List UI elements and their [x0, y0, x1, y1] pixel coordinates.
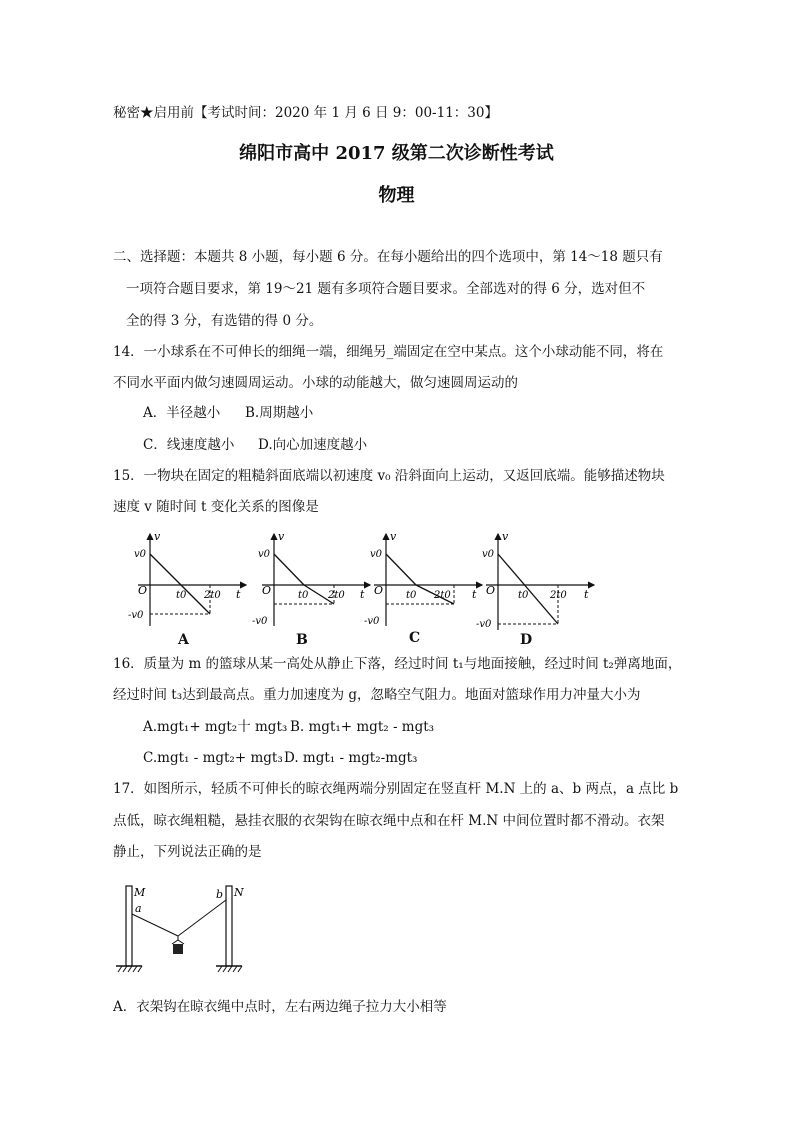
graph-c-v-label: v: [390, 530, 397, 543]
rope-left: [132, 914, 178, 936]
q15-line-2: 速度 v 随时间 t 变化关系的图像是: [113, 499, 319, 515]
graph-d-2t0: 2t0: [550, 590, 567, 601]
graph-b-2t0: 2t0: [328, 590, 345, 601]
section-instruction-2: 一项符合题目要求，第 19～21 题有多项符合题目要求。全部选对的得 6 分，选对但不: [126, 281, 646, 297]
graph-c-origin: O: [374, 584, 384, 597]
graph-b-v0: v0: [258, 549, 271, 560]
graph-c-line-up: [386, 554, 416, 585]
graph-b-t-label: t: [360, 588, 365, 601]
q16-line-1: 16．质量为 m 的篮球从某一高处从静止下落，经过时间 t₁与地面接触，经过时间 t₂弹离地面，: [113, 656, 682, 672]
section-instruction-1: 二、选择题：本题共 8 小题，每小题 6 分。在每小题给出的四个选项中，第 14～18 题只有: [113, 249, 663, 265]
q17-line-3: 静止，下列说法正确的是: [113, 844, 262, 860]
graph-a-t-label: t: [236, 588, 241, 601]
graph-d-origin: O: [486, 584, 496, 597]
q15-line-1: 15．一物块在固定的粗糙斜面底端以初速度 v₀ 沿斜面向上运动，又返回底端。能够描述物块: [113, 468, 665, 484]
graph-c-t-label: t: [472, 588, 477, 601]
q14-option-d: D.向心加速度越小: [258, 437, 368, 453]
graph-d-line: [498, 554, 558, 624]
graph-d: [476, 528, 601, 633]
graph-b-neg-v0: -v0: [252, 616, 268, 627]
q16-option-c: C.mgt₁ - mgt₂+ mgt₃: [143, 750, 283, 766]
graph-b: [252, 528, 377, 628]
q14-option-c: C．线速度越小: [143, 437, 235, 453]
graph-a-v0: v0: [134, 549, 147, 560]
graph-a-t0: t0: [176, 590, 187, 601]
q17-line-1: 17．如图所示，轻质不可伸长的晾衣绳两端分别固定在竖直杆 M.N 上的 a、b 两点，a 点比 b: [113, 781, 679, 797]
graph-d-neg-v0: -v0: [476, 619, 492, 630]
graph-d-v-label: v: [502, 530, 509, 543]
q14-option-a: A．半径越小: [143, 405, 221, 421]
graph-a-2t0: 2t0: [204, 590, 221, 601]
subject-title: 物理: [378, 185, 415, 206]
q16-option-d: D. mgt₁ - mgt₂-mgt₃: [284, 750, 418, 766]
graph-a-label: A: [178, 632, 189, 648]
q17-line-2: 点低，晾衣绳粗糙，悬挂衣服的衣架钩在晾衣绳中点和在杆 M.N 中间位置时都不滑动。衣架: [113, 813, 665, 829]
graph-b-origin: O: [262, 584, 272, 597]
clothes-icon: [173, 944, 183, 954]
graph-b-t0: t0: [298, 590, 309, 601]
q14-option-b: B.周期越小: [245, 405, 314, 421]
graph-c: [364, 528, 489, 628]
fig-label-a: a: [135, 902, 142, 915]
graph-b-label: B: [296, 632, 308, 648]
graph-a-origin: O: [138, 584, 148, 597]
q16-option-b: B. mgt₁+ mgt₂ - mgt₃: [290, 719, 435, 735]
q14-line-2: 不同水平面内做匀速圆周运动。小球的动能越大，做匀速圆周运动的: [113, 375, 518, 391]
secret-line: 秘密★启用前【考试时间：2020 年 1 月 6 日 9：00-11：30】: [113, 105, 498, 121]
fig-label-m: M: [134, 886, 146, 899]
clothesline-figure: [112, 880, 252, 978]
graph-b-v-label: v: [278, 530, 285, 543]
q14-line-1: 14．一小球系在不可伸长的细绳一端，细绳另_端固定在空中某点。这个小球动能不同，将在: [113, 344, 664, 360]
graph-a: [128, 528, 253, 628]
section-instruction-3: 全的得 3 分，有选错的得 0 分。: [126, 313, 323, 329]
graph-d-label: D: [520, 632, 533, 648]
graph-a-neg-v0: -v0: [128, 610, 144, 621]
graph-b-line-up: [274, 554, 304, 585]
fig-label-b: b: [216, 888, 224, 901]
graph-d-v0: v0: [482, 549, 495, 560]
fig-label-n: N: [234, 886, 244, 899]
graph-c-2t0: 2t0: [434, 590, 451, 601]
graph-a-v-label: v: [154, 530, 161, 543]
rope-right: [178, 900, 226, 936]
q16-option-a: A.mgt₁+ mgt₂十 mgt₃: [143, 719, 288, 735]
graph-c-t0: t0: [406, 590, 417, 601]
graph-c-neg-v0: -v0: [364, 616, 380, 627]
q17-option-a: A．衣架钩在晾衣绳中点时，左右两边绳子拉力大小相等: [113, 999, 447, 1015]
graph-c-v0: v0: [370, 549, 383, 560]
graph-c-label: C: [409, 630, 421, 646]
graph-a-line: [150, 554, 210, 614]
graph-d-t-label: t: [584, 588, 589, 601]
q16-line-2: 经过时间 t₃达到最高点。重力加速度为 g，忽略空气阻力。地面对篮球作用力冲量大小为: [113, 687, 641, 703]
graph-d-t0: t0: [518, 590, 529, 601]
exam-title: 绵阳市高中 2017 级第二次诊断性考试: [239, 143, 554, 164]
